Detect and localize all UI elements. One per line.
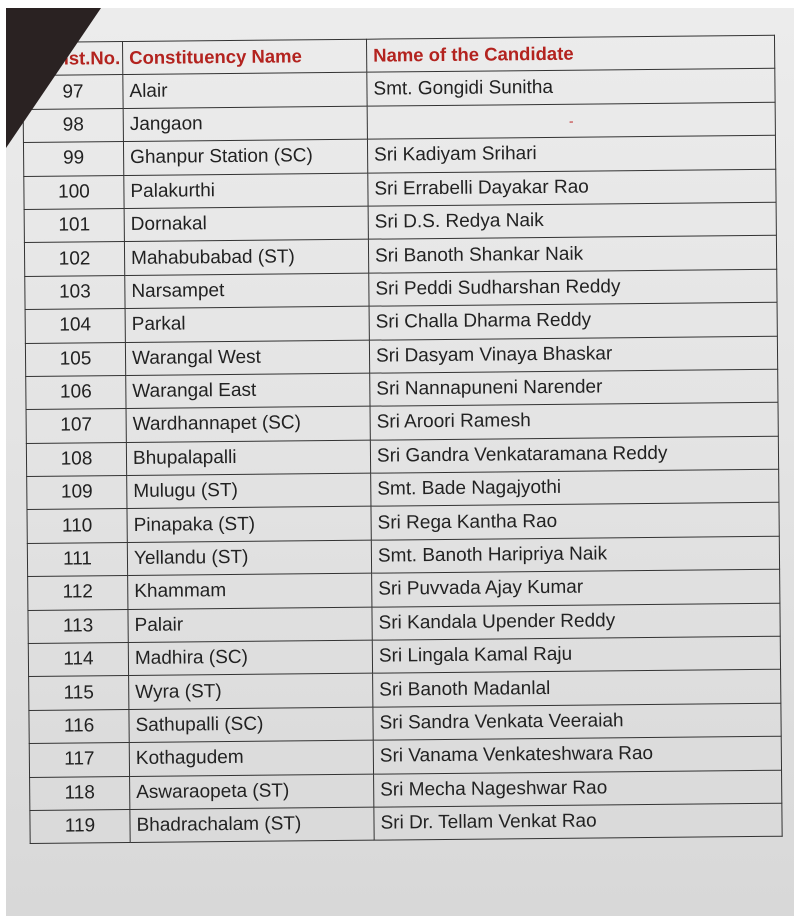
candidate-cell: Sri Kadiyam Srihari bbox=[367, 135, 775, 172]
const-no-cell: 112 bbox=[28, 576, 128, 610]
constituency-cell: Narsampet bbox=[125, 273, 369, 309]
candidate-cell: Sri Banoth Shankar Naik bbox=[368, 236, 776, 273]
candidate-cell: Sri Peddi Sudharshan Reddy bbox=[369, 269, 777, 306]
candidate-cell: Sri Dasyam Vinaya Bhaskar bbox=[369, 336, 777, 373]
const-no-cell: 100 bbox=[24, 175, 124, 209]
const-no-cell: 104 bbox=[25, 309, 125, 343]
const-no-cell: 115 bbox=[29, 676, 129, 710]
constituency-cell: Bhadrachalam (ST) bbox=[130, 807, 374, 843]
candidate-cell: Sri Nannapuneni Narender bbox=[370, 369, 778, 406]
candidate-table bbox=[22, 35, 783, 845]
candidate-cell: Sri Lingala Kamal Raju bbox=[372, 636, 780, 673]
const-no-cell: 102 bbox=[24, 242, 124, 276]
constituency-cell: Khammam bbox=[128, 573, 372, 609]
candidate-cell: Sri Aroori Ramesh bbox=[370, 403, 778, 440]
const-no-cell: 108 bbox=[26, 442, 126, 476]
constituency-cell: Ghanpur Station (SC) bbox=[123, 139, 367, 175]
candidate-cell: Sri Challa Dharma Reddy bbox=[369, 302, 777, 339]
const-no-cell: 110 bbox=[27, 509, 127, 543]
constituency-cell: Wyra (ST) bbox=[129, 674, 373, 710]
const-no-cell: 114 bbox=[28, 643, 128, 677]
candidate-list-sheet bbox=[22, 35, 792, 845]
const-no-cell: 116 bbox=[29, 709, 129, 743]
candidate-cell: Sri D.S. Redya Naik bbox=[368, 202, 776, 239]
constituency-cell: Warangal East bbox=[126, 373, 370, 409]
constituency-cell: Sathupalli (SC) bbox=[129, 707, 373, 743]
const-no-cell: 103 bbox=[25, 275, 125, 309]
constituency-cell: Parkal bbox=[125, 306, 369, 342]
const-no-cell: 113 bbox=[28, 609, 128, 643]
constituency-cell: Mahabubabad (ST) bbox=[124, 240, 368, 276]
table-row bbox=[30, 803, 782, 844]
const-no-cell: 98 bbox=[23, 108, 123, 142]
constituency-cell: Bhupalapalli bbox=[126, 440, 370, 476]
candidate-cell: Sri Errabelli Dayakar Rao bbox=[368, 169, 776, 206]
const-no-cell: 118 bbox=[30, 776, 130, 810]
candidate-cell: Sri Gandra Venkataramana Reddy bbox=[370, 436, 778, 473]
constituency-cell: Mulugu (ST) bbox=[127, 473, 371, 509]
folded-corner-shadow bbox=[6, 8, 101, 148]
candidate-cell: Sri Mecha Nageshwar Rao bbox=[374, 770, 782, 807]
const-no-cell: 97 bbox=[23, 75, 123, 109]
constituency-cell: Madhira (SC) bbox=[128, 640, 372, 676]
const-no-cell: 109 bbox=[27, 476, 127, 510]
const-no-cell: 119 bbox=[30, 809, 130, 843]
constituency-cell: Jangaon bbox=[123, 106, 367, 142]
constituency-cell: Aswaraopeta (ST) bbox=[130, 774, 374, 810]
candidate-cell: Sri Dr. Tellam Venkat Rao bbox=[374, 803, 782, 840]
const-no-cell: 99 bbox=[23, 142, 123, 176]
header-candidate-name: Name of the Candidate bbox=[366, 35, 774, 72]
empty-candidate-dash: - bbox=[568, 112, 574, 129]
constituency-cell: Warangal West bbox=[125, 340, 369, 376]
candidate-cell: Sri Vanama Venkateshwara Rao bbox=[373, 736, 781, 773]
const-no-cell: 117 bbox=[29, 743, 129, 777]
constituency-cell: Pinapaka (ST) bbox=[127, 507, 371, 543]
header-const-no: Const.No. bbox=[23, 42, 123, 76]
header-constituency-name: Constituency Name bbox=[123, 39, 367, 75]
candidate-cell: Sri Puvvada Ajay Kumar bbox=[372, 570, 780, 607]
constituency-cell: Wardhannapet (SC) bbox=[126, 406, 370, 442]
candidate-cell: Smt. Banoth Haripriya Naik bbox=[371, 536, 779, 573]
constituency-cell: Yellandu (ST) bbox=[127, 540, 371, 576]
constituency-cell: Alair bbox=[123, 73, 367, 109]
const-no-cell: 105 bbox=[25, 342, 125, 376]
const-no-cell: 107 bbox=[26, 409, 126, 443]
candidate-cell: Sri Sandra Venkata Veeraiah bbox=[373, 703, 781, 740]
const-no-cell: 106 bbox=[26, 375, 126, 409]
constituency-cell: Palakurthi bbox=[124, 173, 368, 209]
constituency-cell: Dornakal bbox=[124, 206, 368, 242]
const-no-cell: 111 bbox=[27, 542, 127, 576]
candidate-cell bbox=[367, 102, 775, 139]
const-no-cell: 101 bbox=[24, 208, 124, 242]
candidate-cell: Sri Kandala Upender Reddy bbox=[372, 603, 780, 640]
candidate-cell: Smt. Bade Nagajyothi bbox=[371, 469, 779, 506]
candidate-cell: Sri Banoth Madanlal bbox=[373, 670, 781, 707]
candidate-cell: Sri Rega Kantha Rao bbox=[371, 503, 779, 540]
constituency-cell: Palair bbox=[128, 607, 372, 643]
document-photo bbox=[6, 8, 794, 916]
candidate-cell: Smt. Gongidi Sunitha bbox=[367, 69, 775, 106]
constituency-cell: Kothagudem bbox=[129, 740, 373, 776]
